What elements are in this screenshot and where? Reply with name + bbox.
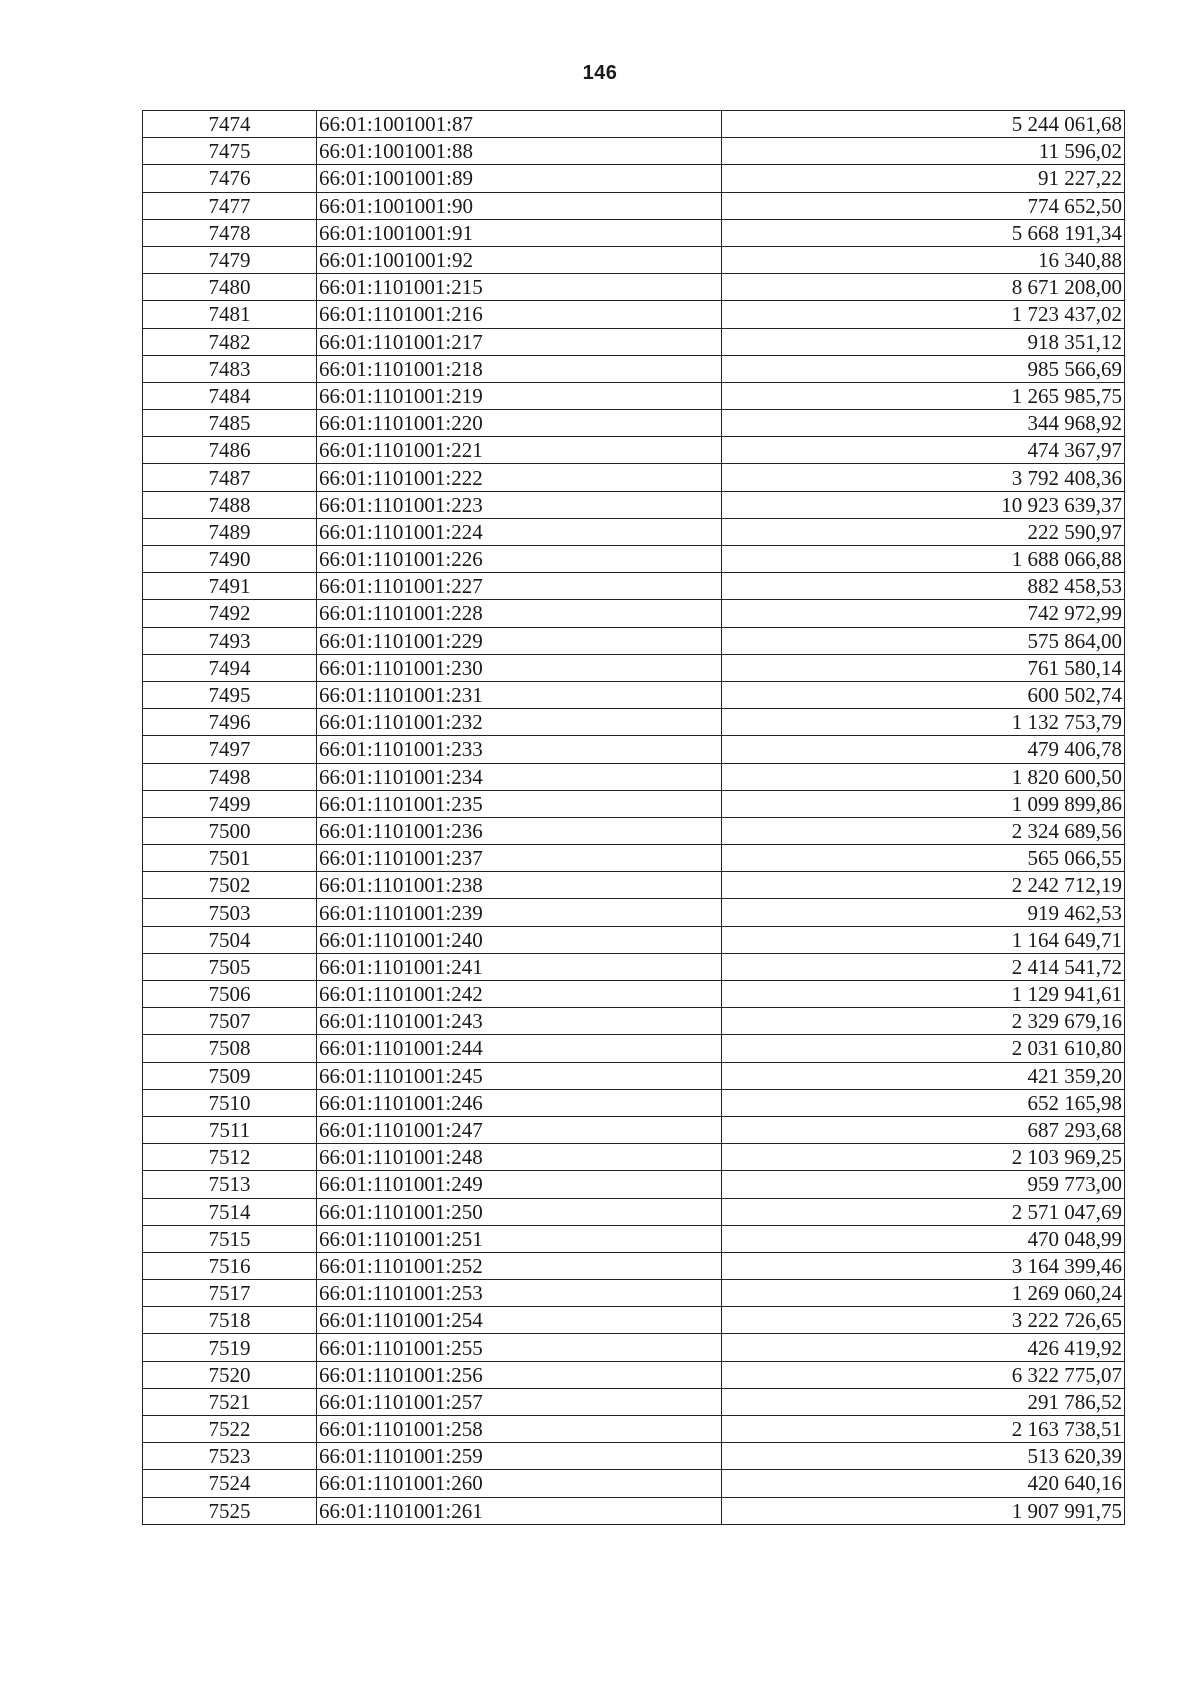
table-row: [143, 1225, 1125, 1252]
cadastral-value: 10 923 639,37: [722, 491, 1125, 518]
table-row: [143, 654, 1125, 681]
row-number: 7513: [143, 1171, 317, 1198]
cadastral-number: 66:01:1101001:231: [317, 681, 722, 708]
table-row: [143, 546, 1125, 573]
cadastral-value: 882 458,53: [722, 573, 1125, 600]
cadastral-value: 2 242 712,19: [722, 872, 1125, 899]
table-row: [143, 1008, 1125, 1035]
table-row: [143, 1035, 1125, 1062]
cadastral-number: 66:01:1101001:236: [317, 817, 722, 844]
row-number: 7481: [143, 301, 317, 328]
table-row: [143, 953, 1125, 980]
cadastral-number: 66:01:1101001:254: [317, 1307, 722, 1334]
table-row: [143, 1416, 1125, 1443]
table-row: [143, 1334, 1125, 1361]
cadastral-value: 687 293,68: [722, 1116, 1125, 1143]
table-row: [143, 872, 1125, 899]
cadastral-value: 565 066,55: [722, 845, 1125, 872]
cadastral-value: 1 269 060,24: [722, 1280, 1125, 1307]
row-number: 7477: [143, 192, 317, 219]
row-number: 7496: [143, 709, 317, 736]
cadastral-number: 66:01:1101001:251: [317, 1225, 722, 1252]
cadastral-value: 1 907 991,75: [722, 1497, 1125, 1524]
cadastral-value: 918 351,12: [722, 328, 1125, 355]
table-row: [143, 138, 1125, 165]
table-row: [143, 981, 1125, 1008]
row-number: 7474: [143, 111, 317, 138]
table-row: [143, 301, 1125, 328]
table-row: [143, 355, 1125, 382]
table-row: [143, 111, 1125, 138]
cadastral-number: 66:01:1101001:257: [317, 1388, 722, 1415]
table-row: [143, 1089, 1125, 1116]
row-number: 7482: [143, 328, 317, 355]
cadastral-value: 1 129 941,61: [722, 981, 1125, 1008]
table-row: [143, 246, 1125, 273]
cadastral-value: 761 580,14: [722, 654, 1125, 681]
cadastral-value: 575 864,00: [722, 627, 1125, 654]
row-number: 7512: [143, 1144, 317, 1171]
row-number: 7503: [143, 899, 317, 926]
table-row: [143, 709, 1125, 736]
table-row: [143, 817, 1125, 844]
table-row: [143, 1361, 1125, 1388]
row-number: 7490: [143, 546, 317, 573]
cadastral-value: 5 668 191,34: [722, 219, 1125, 246]
cadastral-number: 66:01:1001001:92: [317, 246, 722, 273]
cadastral-number: 66:01:1101001:255: [317, 1334, 722, 1361]
cadastral-number: 66:01:1101001:260: [317, 1470, 722, 1497]
cadastral-value: 2 031 610,80: [722, 1035, 1125, 1062]
cadastral-value: 2 414 541,72: [722, 953, 1125, 980]
cadastral-value: 421 359,20: [722, 1062, 1125, 1089]
cadastral-number: 66:01:1001001:89: [317, 165, 722, 192]
row-number: 7516: [143, 1252, 317, 1279]
table-row: [143, 1116, 1125, 1143]
cadastral-number: 66:01:1101001:217: [317, 328, 722, 355]
page-number: 146: [582, 62, 618, 84]
cadastral-number: 66:01:1101001:241: [317, 953, 722, 980]
table-row: [143, 1307, 1125, 1334]
cadastral-number: 66:01:1101001:233: [317, 736, 722, 763]
cadastral-value: 420 640,16: [722, 1470, 1125, 1497]
cadastral-value: 919 462,53: [722, 899, 1125, 926]
cadastral-number: 66:01:1101001:247: [317, 1116, 722, 1143]
cadastral-number: 66:01:1101001:244: [317, 1035, 722, 1062]
cadastral-value: 1 099 899,86: [722, 790, 1125, 817]
table-row: [143, 274, 1125, 301]
cadastral-number: 66:01:1001001:87: [317, 111, 722, 138]
cadastral-value: 742 972,99: [722, 600, 1125, 627]
table-row: [143, 736, 1125, 763]
cadastral-value: 985 566,69: [722, 355, 1125, 382]
cadastral-value: 3 222 726,65: [722, 1307, 1125, 1334]
cadastral-number: 66:01:1101001:227: [317, 573, 722, 600]
table-row: [143, 1280, 1125, 1307]
row-number: 7486: [143, 437, 317, 464]
row-number: 7480: [143, 274, 317, 301]
cadastral-number: 66:01:1101001:219: [317, 382, 722, 409]
row-number: 7523: [143, 1443, 317, 1470]
row-number: 7501: [143, 845, 317, 872]
cadastral-value: 2 329 679,16: [722, 1008, 1125, 1035]
cadastral-value: 1 164 649,71: [722, 926, 1125, 953]
row-number: 7492: [143, 600, 317, 627]
cadastral-value: 16 340,88: [722, 246, 1125, 273]
cadastral-value: 11 596,02: [722, 138, 1125, 165]
cadastral-number: 66:01:1101001:242: [317, 981, 722, 1008]
row-number: 7475: [143, 138, 317, 165]
cadastral-number: 66:01:1101001:238: [317, 872, 722, 899]
cadastral-value: 652 165,98: [722, 1089, 1125, 1116]
cadastral-value: 470 048,99: [722, 1225, 1125, 1252]
cadastral-number: 66:01:1101001:239: [317, 899, 722, 926]
cadastral-value: 2 324 689,56: [722, 817, 1125, 844]
cadastral-number: 66:01:1101001:215: [317, 274, 722, 301]
cadastral-value: 5 244 061,68: [722, 111, 1125, 138]
cadastral-number: 66:01:1101001:224: [317, 518, 722, 545]
row-number: 7521: [143, 1388, 317, 1415]
cadastral-value: 513 620,39: [722, 1443, 1125, 1470]
cadastral-number: 66:01:1101001:245: [317, 1062, 722, 1089]
cadastral-number: 66:01:1101001:218: [317, 355, 722, 382]
row-number: 7509: [143, 1062, 317, 1089]
cadastral-number: 66:01:1101001:243: [317, 1008, 722, 1035]
cadastral-value: 91 227,22: [722, 165, 1125, 192]
table-body: [143, 111, 1125, 1525]
table-row: [143, 681, 1125, 708]
table-row: [143, 437, 1125, 464]
table-row: [143, 600, 1125, 627]
cadastral-value: 1 132 753,79: [722, 709, 1125, 736]
cadastral-number: 66:01:1001001:91: [317, 219, 722, 246]
table-row: [143, 518, 1125, 545]
cadastral-value: 1 723 437,02: [722, 301, 1125, 328]
table-row: [143, 1062, 1125, 1089]
table-row: [143, 491, 1125, 518]
cadastral-number: 66:01:1101001:237: [317, 845, 722, 872]
cadastral-number: 66:01:1101001:230: [317, 654, 722, 681]
row-number: 7506: [143, 981, 317, 1008]
row-number: 7498: [143, 763, 317, 790]
cadastral-number: 66:01:1101001:229: [317, 627, 722, 654]
cadastral-number: 66:01:1101001:221: [317, 437, 722, 464]
table-row: [143, 790, 1125, 817]
row-number: 7518: [143, 1307, 317, 1334]
cadastral-value-table: [142, 110, 1125, 1525]
cadastral-number: 66:01:1101001:228: [317, 600, 722, 627]
cadastral-number: 66:01:1101001:234: [317, 763, 722, 790]
table-row: [143, 899, 1125, 926]
cadastral-value: 479 406,78: [722, 736, 1125, 763]
cadastral-number: 66:01:1101001:240: [317, 926, 722, 953]
row-number: 7483: [143, 355, 317, 382]
cadastral-number: 66:01:1101001:226: [317, 546, 722, 573]
cadastral-value: 600 502,74: [722, 681, 1125, 708]
cadastral-number: 66:01:1101001:246: [317, 1089, 722, 1116]
cadastral-number: 66:01:1101001:216: [317, 301, 722, 328]
cadastral-number: 66:01:1101001:235: [317, 790, 722, 817]
row-number: 7479: [143, 246, 317, 273]
row-number: 7478: [143, 219, 317, 246]
cadastral-number: 66:01:1001001:90: [317, 192, 722, 219]
cadastral-value: 1 820 600,50: [722, 763, 1125, 790]
row-number: 7524: [143, 1470, 317, 1497]
cadastral-value: 474 367,97: [722, 437, 1125, 464]
table-row: [143, 192, 1125, 219]
cadastral-value: 291 786,52: [722, 1388, 1125, 1415]
cadastral-number: 66:01:1101001:223: [317, 491, 722, 518]
cadastral-number: 66:01:1101001:258: [317, 1416, 722, 1443]
table-row: [143, 627, 1125, 654]
cadastral-number: 66:01:1101001:220: [317, 410, 722, 437]
row-number: 7502: [143, 872, 317, 899]
row-number: 7519: [143, 1334, 317, 1361]
row-number: 7515: [143, 1225, 317, 1252]
cadastral-value: 1 265 985,75: [722, 382, 1125, 409]
cadastral-value: 1 688 066,88: [722, 546, 1125, 573]
table-row: [143, 1470, 1125, 1497]
row-number: 7491: [143, 573, 317, 600]
table-row: [143, 410, 1125, 437]
row-number: 7484: [143, 382, 317, 409]
cadastral-value: 2 103 969,25: [722, 1144, 1125, 1171]
cadastral-number: 66:01:1101001:248: [317, 1144, 722, 1171]
cadastral-value: 344 968,92: [722, 410, 1125, 437]
cadastral-number: 66:01:1101001:252: [317, 1252, 722, 1279]
table-row: [143, 464, 1125, 491]
cadastral-number: 66:01:1101001:250: [317, 1198, 722, 1225]
cadastral-value: 774 652,50: [722, 192, 1125, 219]
table-row: [143, 845, 1125, 872]
cadastral-value: 426 419,92: [722, 1334, 1125, 1361]
row-number: 7504: [143, 926, 317, 953]
row-number: 7505: [143, 953, 317, 980]
table-row: [143, 1171, 1125, 1198]
table-row: [143, 1198, 1125, 1225]
table-row: [143, 926, 1125, 953]
cadastral-number: 66:01:1101001:253: [317, 1280, 722, 1307]
row-number: 7494: [143, 654, 317, 681]
row-number: 7520: [143, 1361, 317, 1388]
cadastral-value: 2 163 738,51: [722, 1416, 1125, 1443]
row-number: 7507: [143, 1008, 317, 1035]
row-number: 7508: [143, 1035, 317, 1062]
cadastral-number: 66:01:1101001:232: [317, 709, 722, 736]
table-row: [143, 165, 1125, 192]
table-row: [143, 573, 1125, 600]
cadastral-number: 66:01:1101001:261: [317, 1497, 722, 1524]
row-number: 7510: [143, 1089, 317, 1116]
row-number: 7500: [143, 817, 317, 844]
table-row: [143, 382, 1125, 409]
row-number: 7489: [143, 518, 317, 545]
cadastral-number: 66:01:1101001:222: [317, 464, 722, 491]
row-number: 7493: [143, 627, 317, 654]
row-number: 7487: [143, 464, 317, 491]
table-row: [143, 1144, 1125, 1171]
row-number: 7495: [143, 681, 317, 708]
table-row: [143, 219, 1125, 246]
cadastral-value: 222 590,97: [722, 518, 1125, 545]
cadastral-value: 6 322 775,07: [722, 1361, 1125, 1388]
row-number: 7514: [143, 1198, 317, 1225]
table-row: [143, 1388, 1125, 1415]
cadastral-value: 8 671 208,00: [722, 274, 1125, 301]
row-number: 7499: [143, 790, 317, 817]
cadastral-value: 3 164 399,46: [722, 1252, 1125, 1279]
row-number: 7497: [143, 736, 317, 763]
row-number: 7525: [143, 1497, 317, 1524]
cadastral-number: 66:01:1101001:259: [317, 1443, 722, 1470]
row-number: 7522: [143, 1416, 317, 1443]
table-row: [143, 1497, 1125, 1524]
table-row: [143, 1443, 1125, 1470]
row-number: 7476: [143, 165, 317, 192]
table-row: [143, 328, 1125, 355]
cadastral-value: 3 792 408,36: [722, 464, 1125, 491]
cadastral-value: 2 571 047,69: [722, 1198, 1125, 1225]
cadastral-value: 959 773,00: [722, 1171, 1125, 1198]
row-number: 7488: [143, 491, 317, 518]
table-row: [143, 1252, 1125, 1279]
table-row: [143, 763, 1125, 790]
row-number: 7511: [143, 1116, 317, 1143]
cadastral-number: 66:01:1101001:256: [317, 1361, 722, 1388]
cadastral-number: 66:01:1001001:88: [317, 138, 722, 165]
row-number: 7485: [143, 410, 317, 437]
row-number: 7517: [143, 1280, 317, 1307]
cadastral-number: 66:01:1101001:249: [317, 1171, 722, 1198]
